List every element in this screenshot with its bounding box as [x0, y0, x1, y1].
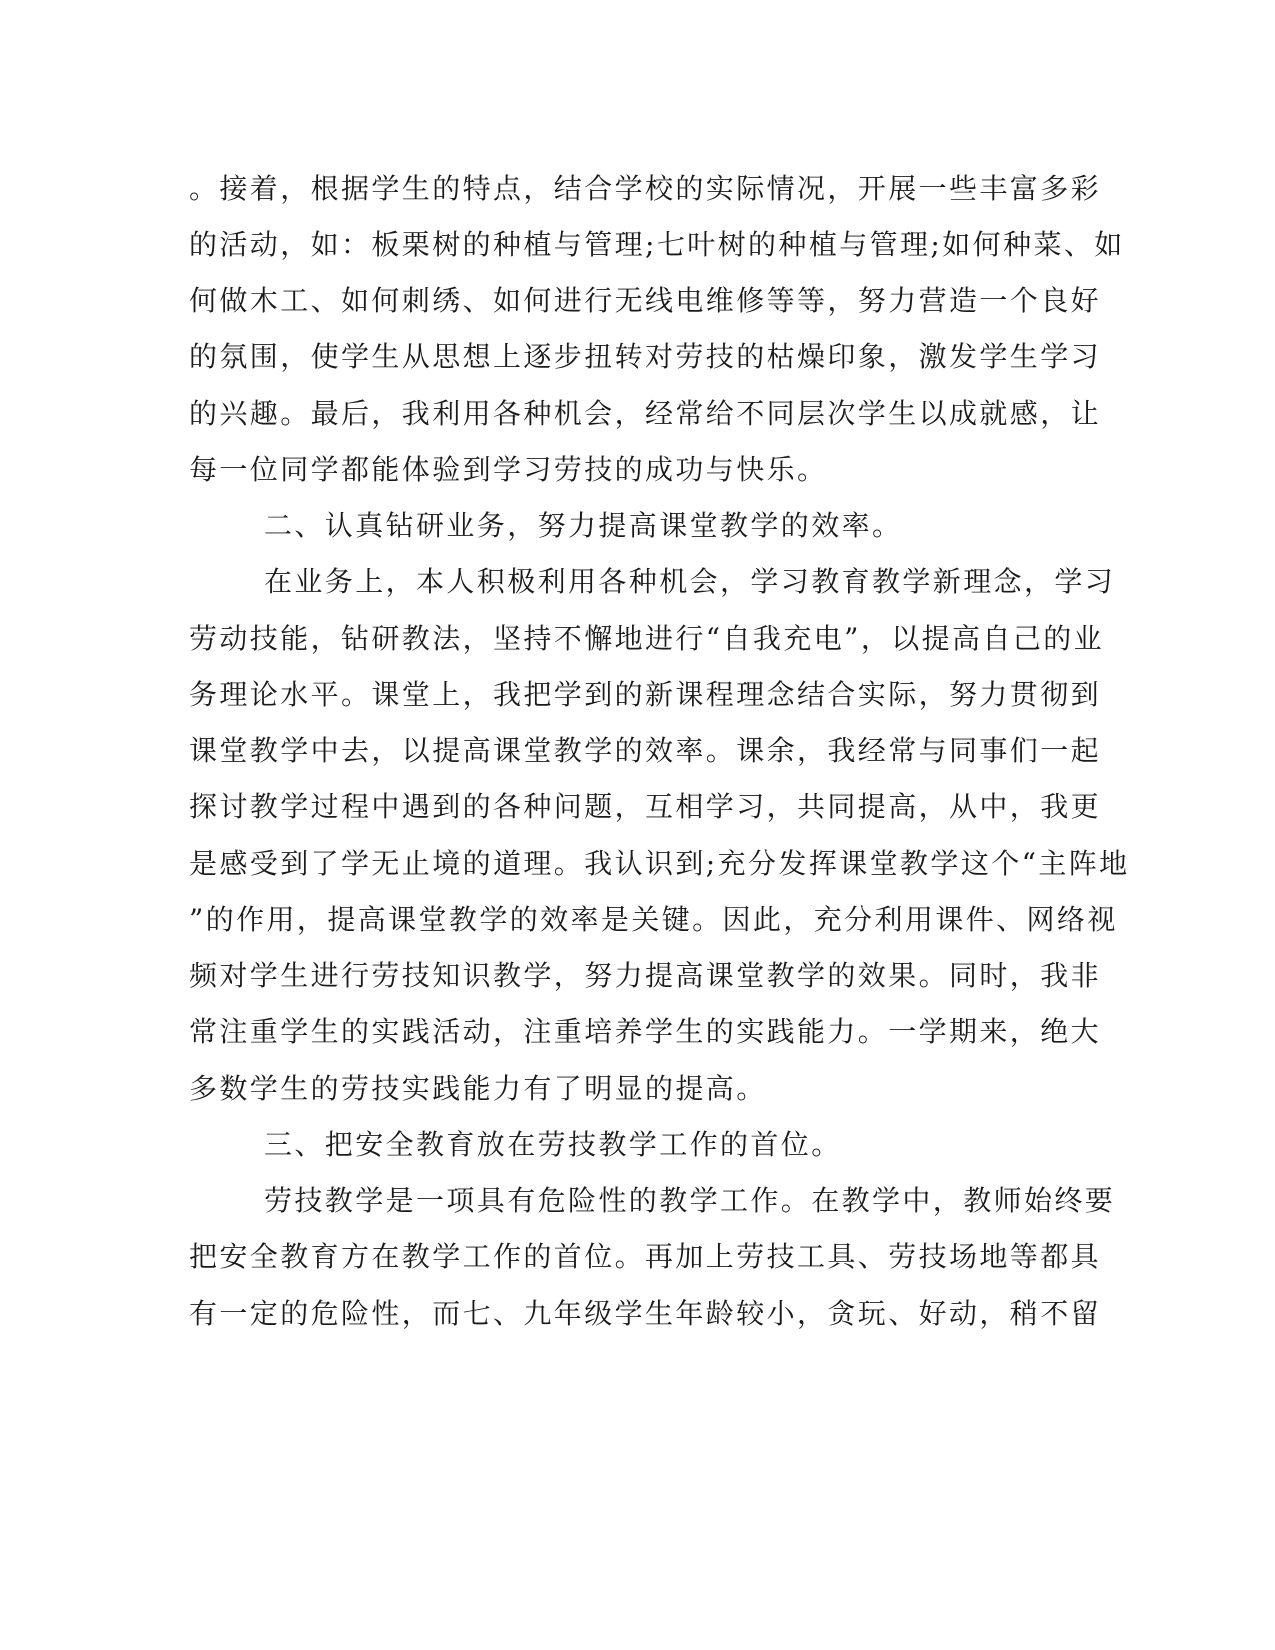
text-line: 劳技教学是一项具有危险性的教学工作。在教学中，教师始终要	[264, 1184, 1116, 1217]
text-line: 在业务上，本人积极利用各种机会，学习教育教学新理念，学习	[264, 565, 1116, 598]
text-line: 频对学生进行劳技知识教学，努力提高课堂教学的效果。同时，我非	[189, 959, 1102, 992]
text-line: 常注重学生的实践活动，注重培养学生的实践能力。一学期来，绝大	[189, 1015, 1102, 1048]
text-line: 何做木工、如何刺绣、如何进行无线电维修等等，努力营造一个良好	[189, 284, 1102, 317]
text-line: 。接着，根据学生的特点，结合学校的实际情况，开展一些丰富多彩	[189, 172, 1102, 205]
text-line: ”的作用，提高课堂教学的效率是关键。因此，充分利用课件、网络视	[189, 903, 1118, 936]
text-line: 劳动技能，钻研教法，坚持不懈地进行“自我充电”，以提高自己的业	[189, 622, 1105, 655]
section-heading: 二、认真钻研业务，努力提高课堂教学的效率。	[264, 509, 903, 542]
text-line: 的氛围，使学生从思想上逐步扭转对劳技的枯燥印象，激发学生学习	[189, 340, 1102, 373]
text-line: 把安全教育方在教学工作的首位。再加上劳技工具、劳技场地等都具	[189, 1240, 1102, 1273]
text-line: 每一位同学都能体验到学习劳技的成功与快乐。	[189, 453, 828, 486]
text-line: 是感受到了学无止境的道理。我认识到;充分发挥课堂教学这个“主阵地	[189, 847, 1130, 880]
text-line: 探讨教学过程中遇到的各种问题，互相学习，共同提高，从中，我更	[189, 790, 1102, 823]
text-line: 多数学生的劳技实践能力有了明显的提高。	[189, 1072, 767, 1105]
text-line: 的兴趣。最后，我利用各种机会，经常给不同层次学生以成就感，让	[189, 397, 1102, 430]
text-line: 务理论水平。课堂上，我把学到的新课程理念结合实际，努力贯彻到	[189, 678, 1102, 711]
text-line: 有一定的危险性，而七、九年级学生年龄较小，贪玩、好动，稍不留	[189, 1297, 1102, 1330]
text-line: 的活动，如：板栗树的种植与管理;七叶树的种植与管理;如何种菜、如	[189, 228, 1125, 261]
text-line: 课堂教学中去，以提高课堂教学的效率。课余，我经常与同事们一起	[189, 734, 1102, 767]
section-heading: 三、把安全教育放在劳技教学工作的首位。	[264, 1128, 842, 1161]
